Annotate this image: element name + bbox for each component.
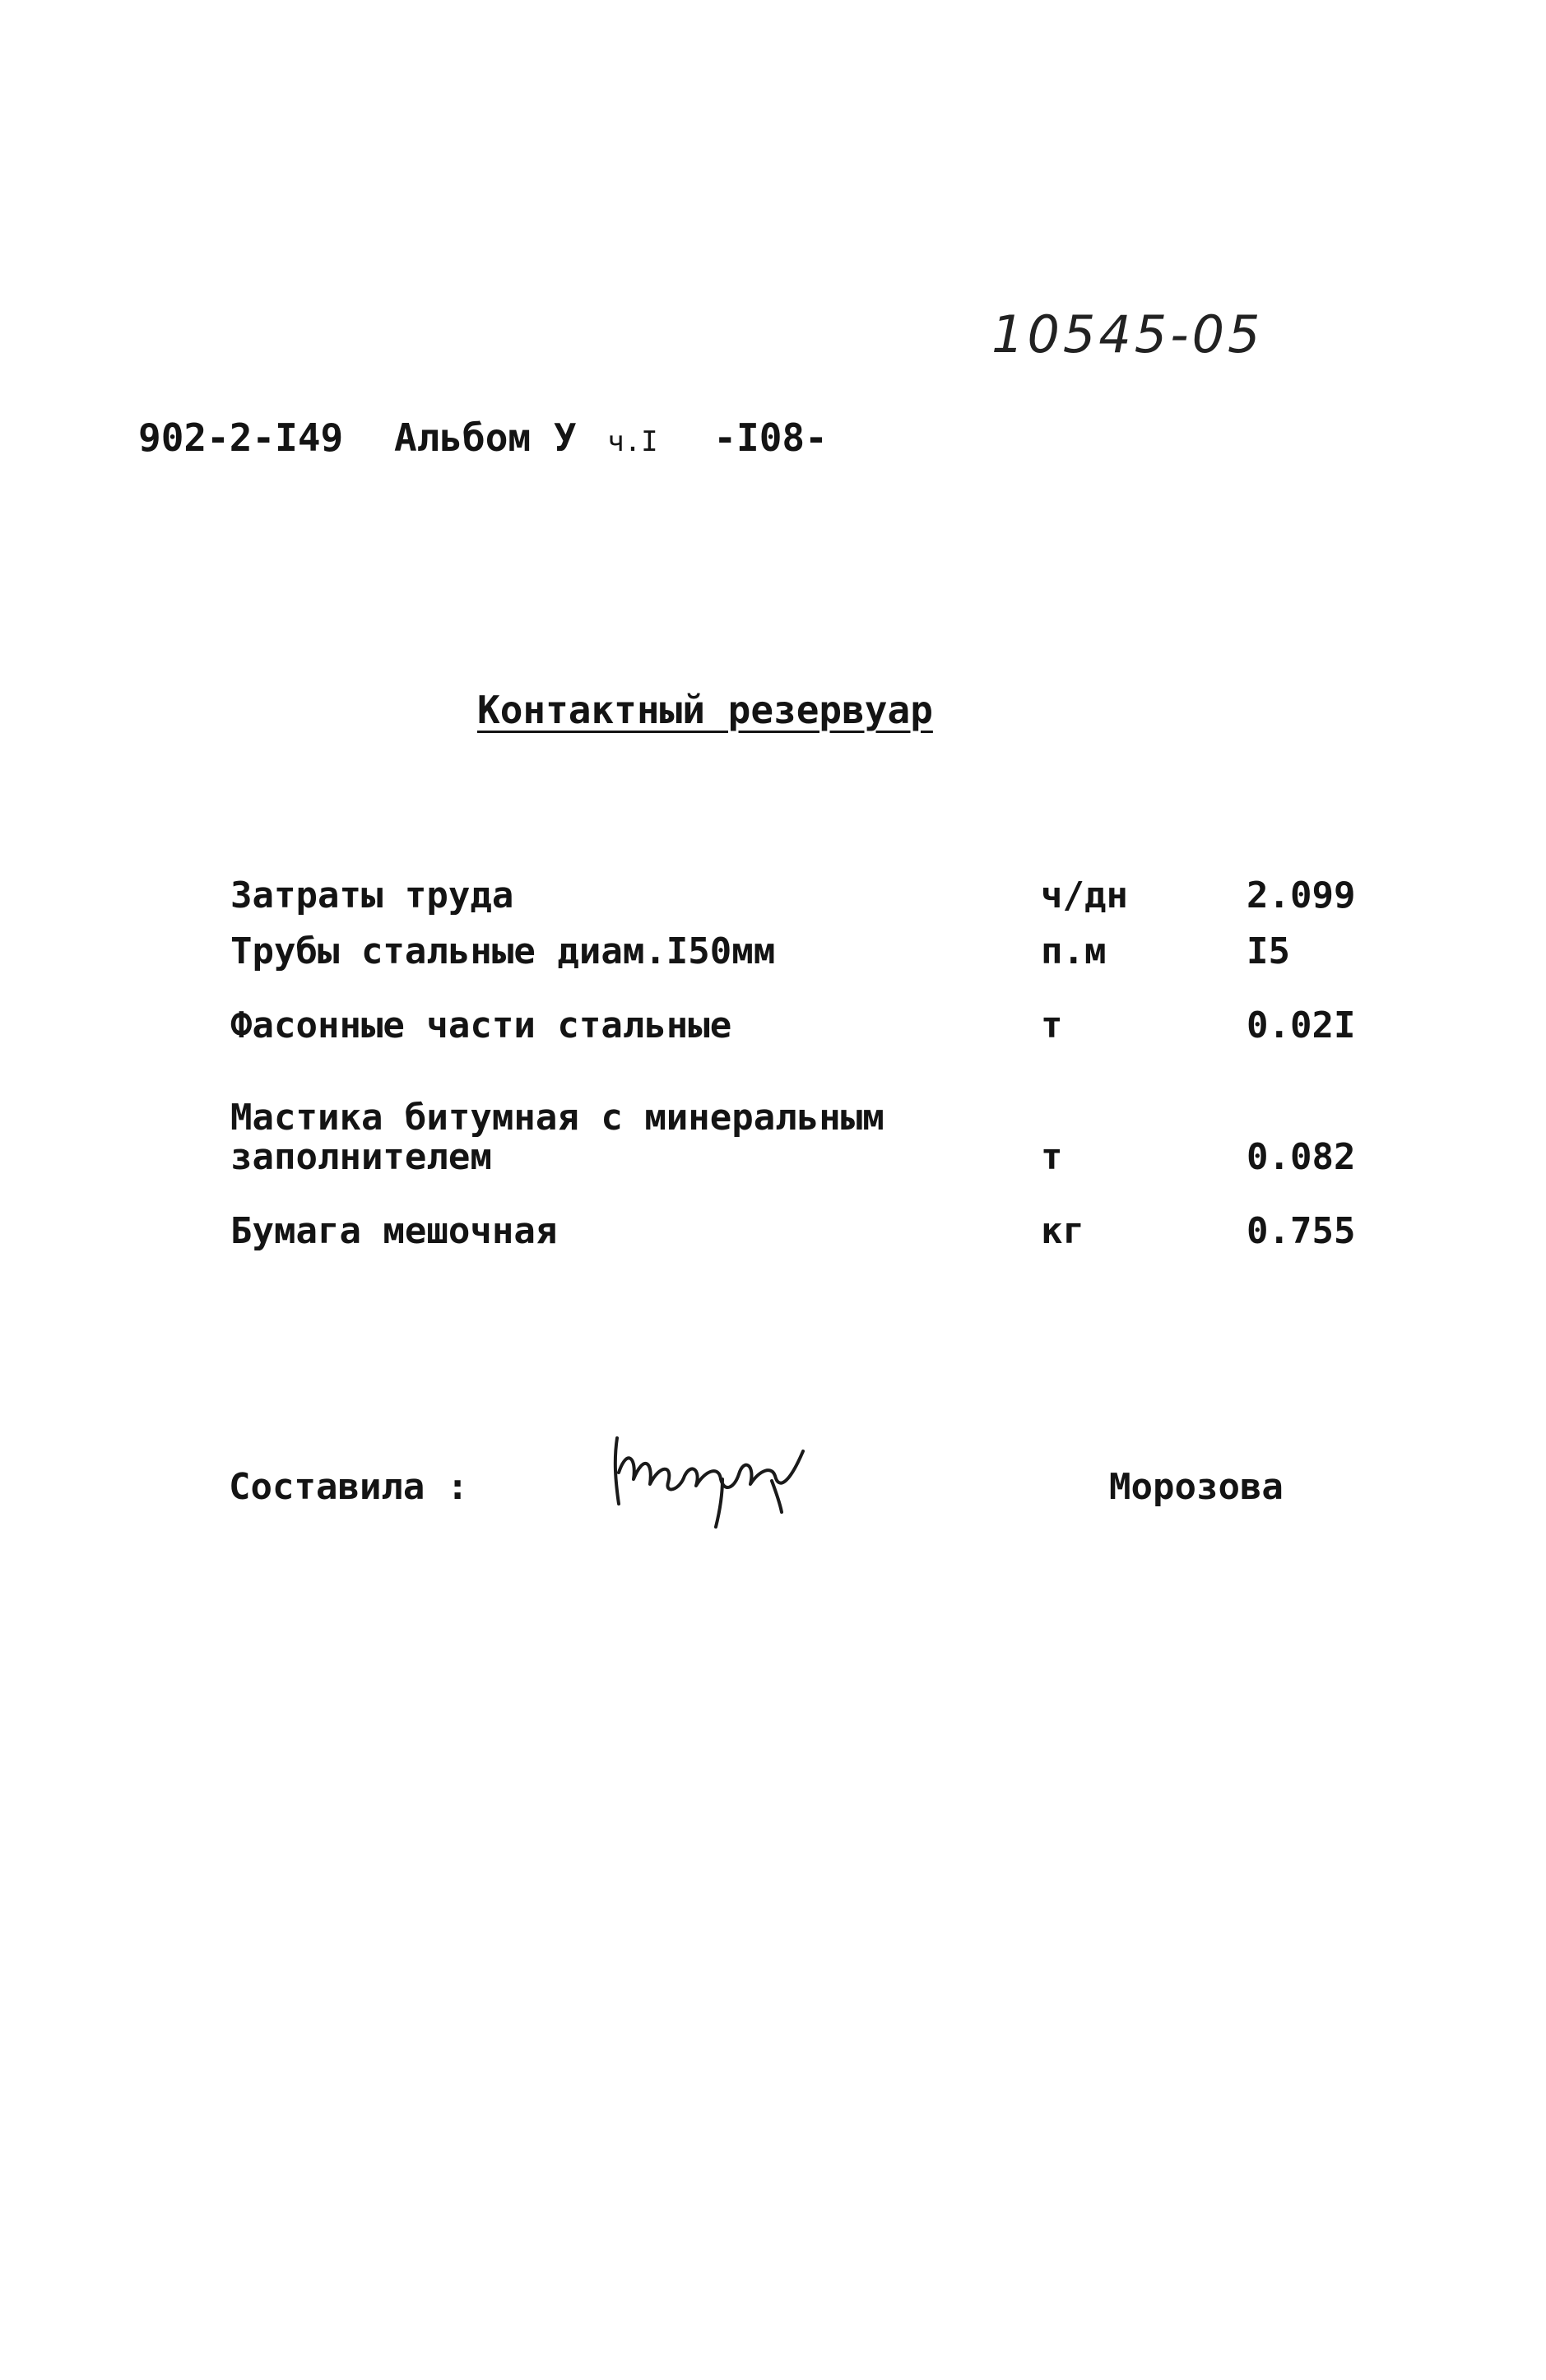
item-value: I5 xyxy=(1247,930,1290,972)
item-unit: п.м xyxy=(1041,930,1107,972)
item-name: Бумага мешочная xyxy=(230,1210,558,1252)
compiled-by-label: Составила : xyxy=(229,1466,469,1508)
album-label: Альбом У xyxy=(393,415,577,460)
project-code: 902-2-I49 xyxy=(138,415,344,460)
item-name: Затраты труда xyxy=(230,875,514,916)
item-unit: т xyxy=(1041,1136,1063,1178)
document-header xyxy=(138,415,856,460)
item-name: Трубы стальные диам.I50мм xyxy=(230,930,776,972)
item-name-line: Мастика битумная с минеральным xyxy=(230,1097,884,1139)
handwritten-signature xyxy=(599,1415,813,1530)
signature-block xyxy=(229,1456,1381,1555)
part-label: ч.I xyxy=(607,425,658,458)
item-value: 0.02I xyxy=(1247,1004,1356,1046)
item-value: 0.755 xyxy=(1247,1210,1356,1252)
item-value: 0.082 xyxy=(1247,1136,1356,1178)
document-title: Контактный резервуар xyxy=(477,688,933,732)
item-unit: ч/дн xyxy=(1041,875,1128,916)
item-value: 2.099 xyxy=(1247,875,1356,916)
item-unit: кг xyxy=(1041,1210,1084,1252)
item-name: Фасонные части стальные xyxy=(230,1004,732,1046)
item-name xyxy=(230,1098,971,1177)
signer-name: Морозова xyxy=(1109,1466,1284,1508)
archive-number: 10545-05 xyxy=(991,304,1264,364)
item-unit: т xyxy=(1041,1004,1063,1046)
page-number: -I08- xyxy=(713,415,828,460)
item-name-line: заполнителем xyxy=(230,1136,492,1178)
